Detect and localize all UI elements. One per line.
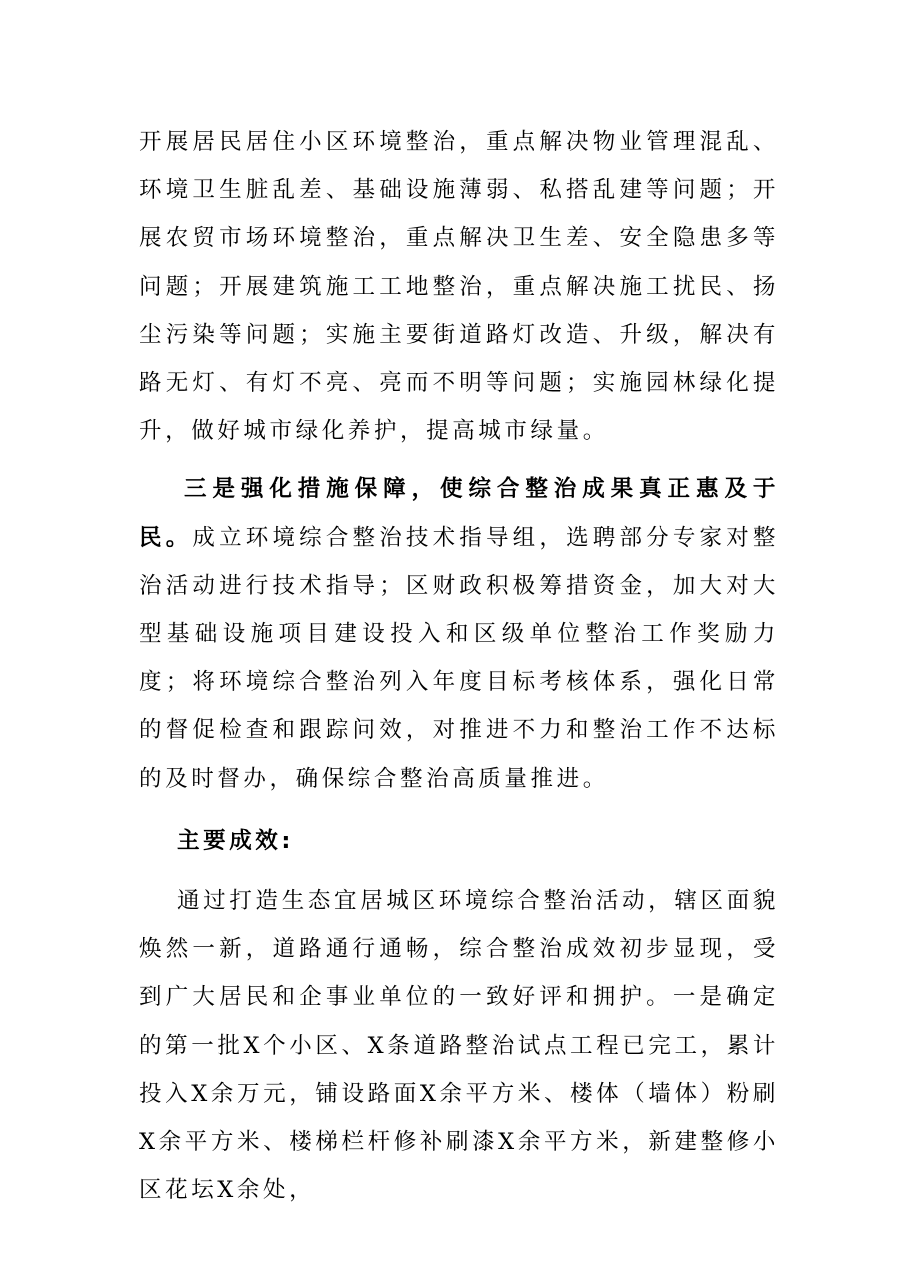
heading-main-results: 主要成效: xyxy=(177,827,294,854)
paragraph-environment-rectification xyxy=(139,118,779,455)
paragraph-lead-sentence: 三是强化措施保障，使综合整治成果真正惠及于民。 xyxy=(139,476,779,551)
paragraph-text: 开展居民居住小区环境整治，重点解决物业管理混乱、环境卫生脏乱差、基础设施薄弱、私搭乱建等问题；开展农贸市场环境整治，重点解决卫生差、安全隐患多等问题；开展建筑施工工地整治，重点解决施工扰民、扬尘污染等问题；实施主要街道路灯改造、升级，解决有路无灯、有灯不亮、亮而不明等问题；实施园林绿化提升，做好城市绿化养护，提高城市绿量。 xyxy=(139,129,779,445)
paragraph-text: 通过打造生态宜居城区环境综合整治活动，辖区面貌焕然一新，道路通行通畅，综合整治成效初步显现，受到广大居民和企事业单位的一致好评和拥护。一是确定的第一批X个小区、X条道路整治试点工程已完工，累计投入X余万元，铺设路面X余平方米、楼体（墙体）粉刷X余平方米、楼梯栏杆修补刷漆X余平方米，新建整修小区花坛X余处， xyxy=(139,888,779,1204)
paragraph-text: 成立环境综合整治技术指导组，选聘部分专家对整治活动进行技术指导；区财政积极筹措资金，加大对大型基础设施项目建设投入和区级单位整治工作奖励力度；将环境综合整治列入年度目标考核体系，强化日常的督促检查和跟踪问效，对推进不力和整治工作不达标的及时督办，确保综合整治高质量推进。 xyxy=(139,524,780,792)
paragraph-measures-guarantee xyxy=(139,465,779,802)
section-heading xyxy=(139,817,779,865)
paragraph-main-results xyxy=(139,877,779,1214)
document-body xyxy=(139,118,779,1214)
